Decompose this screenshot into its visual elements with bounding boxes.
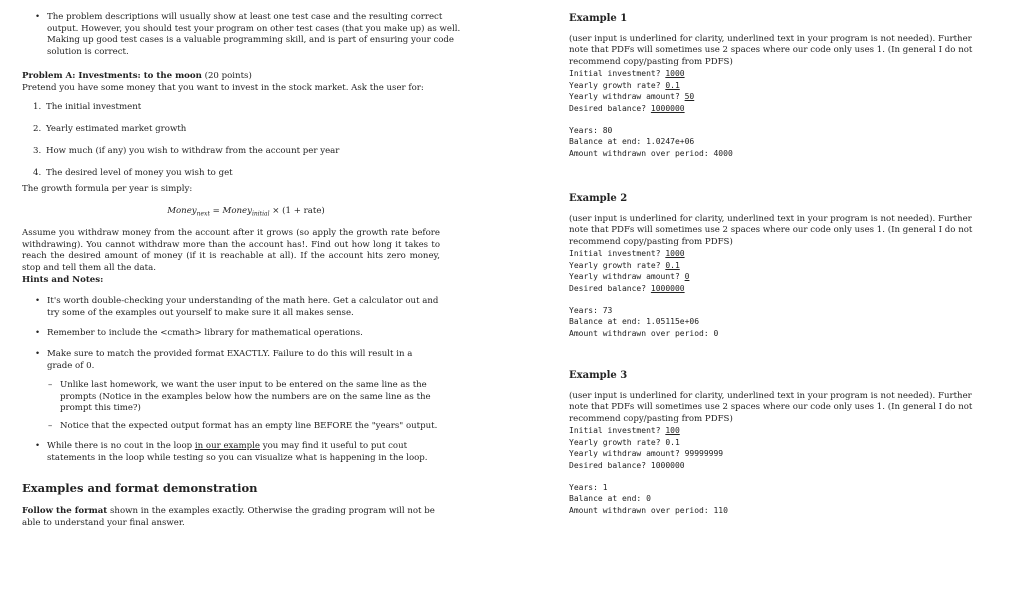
example-title: Example 2 bbox=[569, 193, 628, 204]
example-block bbox=[569, 12, 985, 159]
growth-intro: The growth formula per year is simply: bbox=[22, 184, 193, 194]
problem-title: Problem A: Investments: to the moon bbox=[22, 71, 202, 81]
example-title: Example 3 bbox=[569, 370, 628, 381]
problem-points: (20 points) bbox=[204, 71, 252, 81]
hint-item: • Make sure to match the provided format EXACTLY. Failure to do this will result in a grade of 0. bbox=[35, 349, 413, 371]
follow-format-paragraph: Follow the format shown in the examples exactly. Otherwise the grading program will not be able to understand your final answer. bbox=[22, 506, 435, 528]
hint-item: • Remember to include the <cmath> library for mathematical operations. bbox=[35, 328, 363, 338]
example-output: Years: 73 Balance at end: 1.05115e+06 Amount withdrawn over period: 0 bbox=[569, 305, 719, 338]
example-input: Initial investment? 1000 Yearly growth rate? 0.1 Yearly withdraw amount? 50 Desired balance? 1000000 bbox=[569, 69, 695, 114]
hint-item: • While there is no cout in the loop in our example you may find it useful to put cout statements in the loop while testing so you can visualize what is happening in the loop. bbox=[35, 441, 428, 463]
growth-formula: Money$_{next}$ = Money$_{initial}$ × (1 + rate) bbox=[167, 206, 325, 218]
example-note: (user input is underlined for clarity, underlined text in your program is not needed). Further note that PDFs will sometimes use 2 spaces where our code only uses 1. (In general I do not recommend copy/pasting from PDFS) bbox=[569, 213, 973, 247]
list-item: 4. The desired level of money you wish to get bbox=[33, 168, 233, 178]
example-block bbox=[569, 369, 985, 516]
list-item: 3. How much (if any) you wish to withdraw from the account per year bbox=[33, 146, 340, 156]
example-block bbox=[569, 192, 985, 339]
list-item: 1. The initial investment bbox=[33, 102, 142, 112]
hint-item: • It's worth double-checking your understanding of the math here. Get a calculator out and try some of the examples out yourself to make sure it all makes sense. bbox=[35, 296, 439, 318]
list-item: 2. Yearly estimated market growth bbox=[33, 124, 187, 134]
section-title: Examples and format demonstration bbox=[22, 481, 258, 495]
example-note: (user input is underlined for clarity, underlined text in your program is not needed). Further note that PDFs will sometimes use 2 spaces where our code only uses 1. (In general I do not recommend copy/pasting from PDFS) bbox=[569, 33, 973, 67]
example-note: (user input is underlined for clarity, underlined text in your program is not needed). Further note that PDFs will sometimes use 2 spaces where our code only uses 1. (In general I do not recommend copy/pasting from PDFS) bbox=[569, 390, 973, 424]
example-link[interactable]: in our example bbox=[194, 441, 260, 451]
example-title: Example 1 bbox=[569, 13, 628, 24]
example-output: Years: 80 Balance at end: 1.0247e+06 Amount withdrawn over period: 4000 bbox=[569, 125, 733, 158]
intro-text: The problem descriptions will usually show at least one test case and the resulting correct output. However, you should test your program on other test cases (that you make up) as well. Making up good test cases is a valuable programming skill, and is part of ensuring your code solution is correct. bbox=[47, 12, 461, 57]
assume-paragraph: Assume you withdraw money from the account after it grows (so apply the growth rate before withdrawing). You cannot withdraw more than the account has!. Find out how long it takes to reach the desired amount of money (if it is reachable at all). If the account hits zero money, stop and tell them all the data. bbox=[22, 228, 440, 273]
bullet-icon: • bbox=[35, 12, 41, 22]
problem-header bbox=[22, 71, 440, 94]
example-input: Initial investment? 100 Yearly growth rate? 0.1 Yearly withdraw amount? 99999999 Desired balance? 1000000 bbox=[569, 426, 724, 471]
problem-description: Pretend you have some money that you want to invest in the stock market. Ask the user for: bbox=[22, 82, 424, 93]
example-output: Years: 1 Balance at end: 0 Amount withdrawn over period: 110 bbox=[569, 482, 728, 515]
example-input: Initial investment? 1000 Yearly growth rate? 0.1 Yearly withdraw amount? 0 Desired balance? 1000000 bbox=[569, 249, 690, 294]
subhint-item: – Notice that the expected output format has an empty line BEFORE the "years" output. bbox=[48, 421, 438, 431]
intro-bullet bbox=[22, 12, 465, 58]
hints-title: Hints and Notes: bbox=[22, 275, 104, 285]
input-list bbox=[22, 102, 440, 180]
subhint-item: – Unlike last homework, we want the user input to be entered on the same line as the prompts (Notice in the examples below how the numbers are on the same line as the prompt this time?) bbox=[48, 380, 431, 414]
